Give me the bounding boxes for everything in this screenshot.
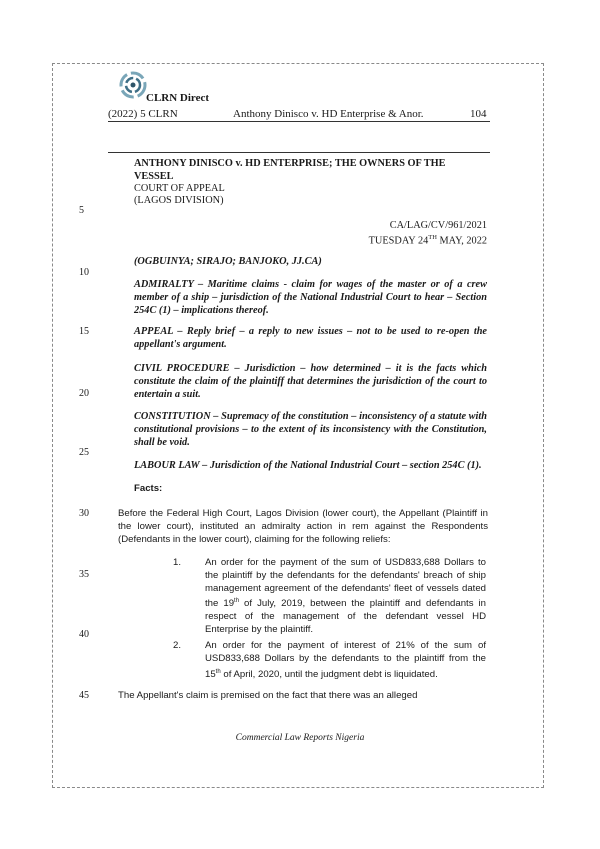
catchword-appeal: APPEAL – Reply brief – a reply to new issues – not to be used to re-open the appellant's argument. [134, 326, 487, 351]
line-number: 35 [79, 569, 89, 580]
relief-item: An order for the payment of the sum of USD833,688 Dollars to the plaintiff by the defendants for the defendants' breach of ship management agreement of the defendants' fleet of vessels dated the 19th of July, 2019, between the plaintiff and defendants in respect of the management of the defendant vessel HD Enterprise by the plaintiff. [205, 557, 486, 636]
line-number: 10 [79, 267, 89, 278]
section-rule [108, 152, 490, 153]
relief-number: 1. [173, 557, 182, 568]
clrn-logo-icon [117, 69, 149, 101]
catchword-labour-law: LABOUR LAW – Jurisdiction of the National Industrial Court – section 254C (1). [134, 460, 482, 471]
footer-publication: Commercial Law Reports Nigeria [235, 733, 365, 743]
running-case-title: Anthony Dinisco v. HD Enterprise & Anor. [233, 108, 424, 120]
line-number: 20 [79, 388, 89, 399]
line-number: 5 [79, 205, 84, 216]
catchword-admiralty: ADMIRALTY – Maritime claims - claim for wages of the master or of a crew member of a ship – jurisdiction of the National Industrial Court to hear – Section 254C (1) – implications thereof. [134, 279, 487, 317]
suit-number: CA/LAG/CV/961/2021 [389, 220, 487, 231]
relief-number: 2. [173, 640, 182, 651]
judgment-date: TUESDAY 24TH MAY, 2022 [368, 234, 487, 247]
facts-closing: The Appellant's claim is premised on the fact that there was an alleged [118, 690, 418, 701]
line-number: 25 [79, 447, 89, 458]
header-rule [108, 121, 490, 122]
case-title: ANTHONY DINISCO v. HD ENTERPRISE; THE OWNERS OF THE VESSEL [134, 158, 446, 183]
line-number: 15 [79, 326, 89, 337]
page-number: 104 [470, 108, 487, 120]
line-number: 40 [79, 629, 89, 640]
coram: (OGBUINYA; SIRAJO; BANJOKO, JJ.CA) [134, 256, 322, 267]
brand-name: CLRN Direct [146, 92, 210, 104]
court-division: (LAGOS DIVISION) [134, 195, 224, 206]
catchword-civil-procedure: CIVIL PROCEDURE – Jurisdiction – how determined – it is the facts which constitute the claim of the plaintiff that determines the jurisdiction of the court to entertain a suit. [134, 363, 487, 401]
facts-intro: Before the Federal High Court, Lagos Division (lower court), the Appellant (Plaintiff in the lower court), instituted an admiralty action in rem against the Respondents (Defendants in the lower court), claiming for the following reliefs: [118, 508, 488, 545]
facts-heading: Facts: [134, 483, 163, 494]
catchword-constitution: CONSTITUTION – Supremacy of the constitution – inconsistency of a statute with constitutional provisions – to the extent of its inconsistency with the Constitution, shall be void. [134, 411, 487, 449]
line-number: 30 [79, 508, 89, 519]
line-number: 45 [79, 690, 89, 701]
report-citation: (2022) 5 CLRN [108, 108, 178, 120]
relief-item: An order for the payment of interest of 21% of the sum of USD833,688 Dollars by the defendants to the plaintiff from the 15th of April, 2020, until the judgment debt is liquidated. [205, 640, 486, 680]
court-name: COURT OF APPEAL [134, 183, 225, 194]
